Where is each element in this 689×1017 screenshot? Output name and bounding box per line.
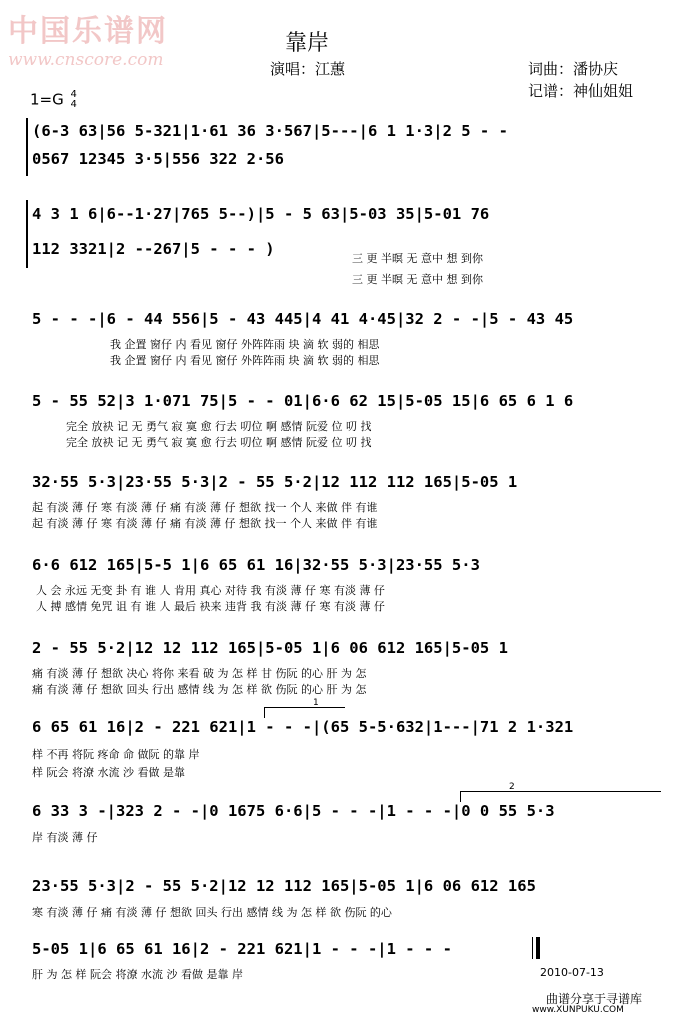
lyric-line: 我 企置 窗仔 内 看见 窗仔 外阵阵雨 块 滴 软 弱的 相思 bbox=[110, 338, 380, 351]
lyric-line: 人 搏 感情 免咒 诅 有 谁 人 最后 袂来 违背 我 有淡 薄 仔 寒 有淡 薄 仔 bbox=[36, 600, 385, 613]
key-signature: 1=G 4 4 bbox=[30, 89, 77, 110]
watermark-logo: 中国乐谱网 bbox=[8, 14, 168, 49]
lyric-line: 完全 放袂 记 无 勇气 寂 寞 愈 行去 叨位 啊 感情 阮爱 位 叨 找 bbox=[66, 420, 372, 433]
notation-line: (6-3 63|56 5-321|1·61 36 3·567|5---|6 1 1·3|2 5 - - bbox=[32, 122, 508, 140]
lyric-line: 寒 有淡 薄 仔 痛 有淡 薄 仔 想欲 回头 行出 感情 线 为 怎 样 欲 伤阮 的心 bbox=[32, 906, 392, 919]
notation-line: 5 - 55 52|3 1·071 75|5 - - 01|6·6 62 15|5-05 15|6 65 6 1 6 bbox=[32, 392, 574, 410]
notation-line: 23·55 5·3|2 - 55 5·2|12 12 112 165|5-05 1|6 06 612 165 bbox=[32, 877, 536, 895]
notation-line: 0567 12345 3·5|556 322 2·56 bbox=[32, 150, 284, 168]
lyric-line: 人 会 永远 无变 卦 有 谁 人 肯用 真心 对待 我 有淡 薄 仔 寒 有淡 薄 仔 bbox=[36, 584, 385, 597]
lyric-line: 三 更 半暝 无 意中 想 到你 bbox=[352, 252, 483, 265]
notation-line: 5-05 1|6 65 61 16|2 - 221 621|1 - - -|1 - - - bbox=[32, 940, 452, 958]
lyric-line: 样 阮会 将潦 水流 沙 看做 是靠 bbox=[32, 766, 185, 779]
notator-credit: 记谱：神仙姐姐 bbox=[528, 82, 634, 100]
lyric-line: 完全 放袂 记 无 勇气 寂 寞 愈 行去 叨位 啊 感情 阮爱 位 叨 找 bbox=[66, 436, 372, 449]
final-barline-thin bbox=[532, 937, 533, 959]
notation-line: 4 3 1 6|6--1·27|765 5--)|5 - 5 63|5-03 35|5-01 76 bbox=[32, 205, 490, 223]
system-brace bbox=[26, 118, 28, 176]
song-title: 靠岸 bbox=[285, 31, 330, 56]
notation-date: 2010-07-13 bbox=[540, 966, 604, 979]
notation-line: 6·6 612 165|5-5 1|6 65 61 16|32·55 5·3|23·55 5·3 bbox=[32, 556, 480, 574]
final-barline-thick bbox=[536, 937, 540, 959]
lyric-line: 痛 有淡 薄 仔 想欲 回头 行出 感情 线 为 怎 样 欲 伤阮 的心 肝 为 怎 bbox=[32, 683, 367, 696]
lyric-line: 我 企置 窗仔 内 看见 窗仔 外阵阵雨 块 滴 软 弱的 相思 bbox=[110, 354, 380, 367]
source-url: www.XUNPUKU.COM bbox=[532, 1005, 624, 1015]
watermark-url: www.cnscore.com bbox=[8, 50, 164, 70]
system-brace bbox=[26, 200, 28, 268]
lyric-line: 痛 有淡 薄 仔 想欲 决心 将你 来看 破 为 怎 样 甘 伤阮 的心 肝 为 怎 bbox=[32, 667, 367, 680]
notation-line: 6 65 61 16|2 - 221 621|1 - - -|(65 5-5·632|1---|71 2 1·321 bbox=[32, 718, 574, 736]
second-ending-bracket: 2 bbox=[460, 791, 661, 802]
lyric-line: 岸 有淡 薄 仔 bbox=[32, 831, 98, 844]
lyric-line: 起 有淡 薄 仔 寒 有淡 薄 仔 痛 有淡 薄 仔 想欲 找一 个人 来做 伴 有谁 bbox=[32, 517, 378, 530]
lyric-line: 肝 为 怎 样 阮会 将潦 水流 沙 看做 是靠 岸 bbox=[32, 968, 243, 981]
singer-credit: 演唱：江蕙 bbox=[270, 60, 346, 78]
notation-line: 112 3321|2 --267|5 - - - ) bbox=[32, 240, 275, 258]
lyric-line: 三 更 半暝 无 意中 想 到你 bbox=[352, 273, 483, 286]
source-credit: 曲谱分享于寻谱库 bbox=[546, 992, 643, 1006]
lyric-line: 样 不再 将阮 疼命 命 做阮 的靠 岸 bbox=[32, 748, 200, 761]
notation-line: 32·55 5·3|23·55 5·3|2 - 55 5·2|12 112 112 165|5-05 1 bbox=[32, 473, 518, 491]
notation-line: 6 33 3 -|323 2 - -|0 1675 6·6|5 - - -|1 - - -|0 0 55 5·3 bbox=[32, 802, 555, 820]
first-ending-bracket: 1 bbox=[264, 707, 345, 718]
composer-credit: 词曲：潘协庆 bbox=[528, 60, 619, 78]
lyric-line: 起 有淡 薄 仔 寒 有淡 薄 仔 痛 有淡 薄 仔 想欲 找一 个人 来做 伴 有谁 bbox=[32, 501, 378, 514]
notation-line: 5 - - -|6 - 44 556|5 - 43 445|4 41 4·45|32 2 - -|5 - 43 45 bbox=[32, 310, 574, 328]
notation-line: 2 - 55 5·2|12 12 112 165|5-05 1|6 06 612 165|5-05 1 bbox=[32, 639, 508, 657]
